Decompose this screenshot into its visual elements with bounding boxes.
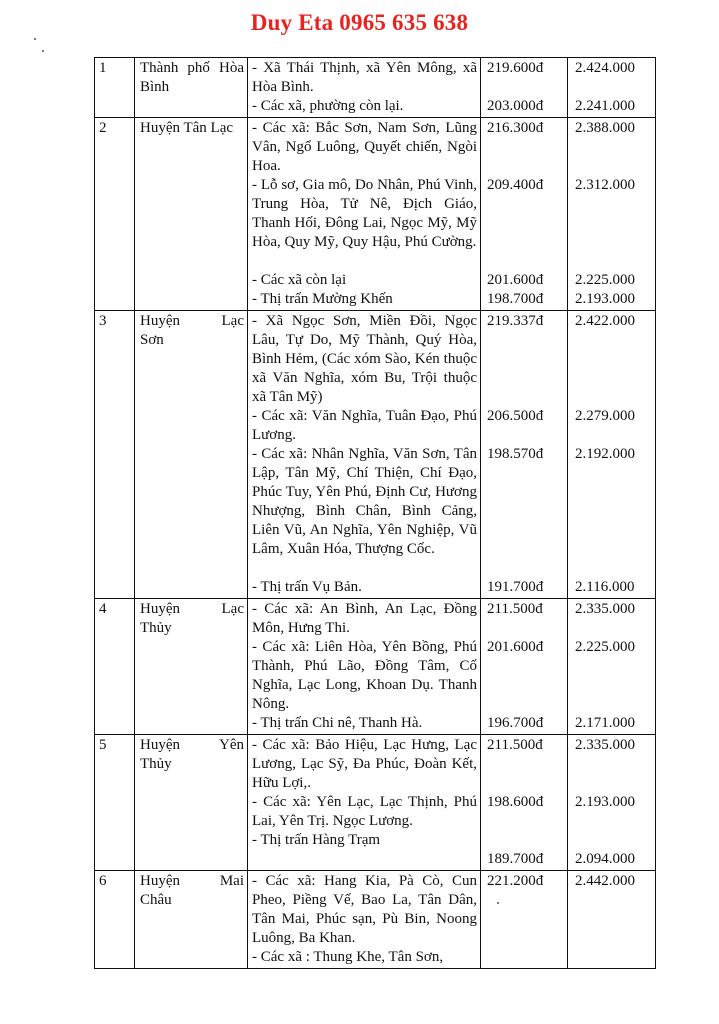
table-row (95, 599, 656, 735)
price-value: 206.500đ (487, 408, 544, 424)
amount-value: 2.422.000 (575, 313, 635, 329)
area-description: - Các xã: Bảo Hiệu, Lạc Hưng, Lạc Lương, Lạc Sỹ, Đa Phúc, Đoàn Kết, Hữu Lợi,. (252, 737, 477, 791)
price-value: 196.700đ (487, 715, 544, 731)
price-value: 189.700đ (487, 851, 544, 867)
row-number: 5 (95, 735, 135, 871)
amount-value: 2.279.000 (575, 408, 635, 424)
area-cell (248, 311, 481, 599)
amount-value: 2.192.000 (575, 446, 635, 462)
price-value: 201.600đ (487, 639, 544, 655)
unit-name-line: Thủy (140, 620, 172, 636)
table-row (95, 118, 656, 311)
price-cell (481, 871, 568, 969)
area-description: - Các xã: An Bình, An Lạc, Đồng Môn, Hưng Thi. (252, 601, 477, 636)
amount-cell (568, 311, 656, 599)
unit-name (135, 599, 248, 735)
table-row (95, 735, 656, 871)
price-value: 198.600đ (487, 794, 544, 810)
amount-cell (568, 58, 656, 118)
price-value: 198.700đ (487, 291, 544, 307)
area-description: - Các xã : Thung Khe, Tân Sơn, (252, 949, 444, 965)
area-cell (248, 58, 481, 118)
amount-cell (568, 118, 656, 311)
price-cell (481, 58, 568, 118)
amount-cell (568, 599, 656, 735)
price-value: 211.500đ (487, 737, 543, 753)
area-description: - Thị trấn Hàng Trạm (252, 832, 381, 848)
unit-name-line: Thủy (140, 756, 172, 772)
amount-value: 2.312.000 (575, 177, 635, 193)
area-description: - Thị trấn Vụ Bản. (252, 579, 362, 595)
price-cell (481, 735, 568, 871)
table-row (95, 311, 656, 599)
unit-name-line: Bình (140, 79, 170, 95)
unit-name-line: Châu (140, 892, 172, 908)
price-value: 198.570đ (487, 446, 544, 462)
row-number: 6 (95, 871, 135, 969)
amount-value: 2.424.000 (575, 60, 635, 76)
table-row (95, 58, 656, 118)
price-cell (481, 599, 568, 735)
area-description: - Các xã: Bắc Sơn, Nam Sơn, Lũng Vân, Ngổ Luông, Quyết chiến, Ngòi Hoa. (252, 120, 477, 174)
amount-value: 2.442.000 (575, 873, 635, 889)
table-row (95, 871, 656, 969)
area-cell (248, 871, 481, 969)
unit-name-line: Huyện Lạc (140, 313, 244, 329)
row-number: 4 (95, 599, 135, 735)
unit-name-line: Huyện Mai (140, 873, 244, 889)
amount-value: 2.388.000 (575, 120, 635, 136)
unit-name-line: Sơn (140, 332, 164, 348)
price-value: 221.200đ (487, 873, 544, 889)
area-description: - Thị trấn Chi nê, Thanh Hà. (252, 715, 423, 731)
price-value: 211.500đ (487, 601, 543, 617)
unit-name-line: Huyện Lạc (140, 601, 244, 617)
amount-value: 2.335.000 (575, 737, 635, 753)
amount-value: 2.116.000 (575, 579, 635, 595)
amount-value: 2.225.000 (575, 639, 635, 655)
area-description: - Lỗ sơ, Gia mô, Do Nhân, Phú Vinh, Trung Hòa, Tử Nê, Địch Giáo, Thanh Hối, Đông Lai, Ngọc Mỹ, Mỹ Hòa, Quy Mỹ, Quy Hậu, Phú Cường. (252, 177, 477, 250)
price-value: 219.600đ (487, 60, 544, 76)
unit-name (135, 118, 248, 311)
area-description: - Các xã còn lại (252, 272, 347, 288)
price-value: 216.300đ (487, 120, 544, 136)
price-value: 209.400đ (487, 177, 544, 193)
price-value: 203.000đ (487, 98, 544, 114)
unit-name (135, 871, 248, 969)
row-number: 1 (95, 58, 135, 118)
area-cell (248, 599, 481, 735)
price-cell (481, 311, 568, 599)
unit-name-line: Thành phố Hòa (140, 60, 244, 76)
price-value: 191.700đ (487, 579, 544, 595)
amount-value: 2.094.000 (575, 851, 635, 867)
area-description: - Các xã: Liên Hòa, Yên Bồng, Phú Thành, Phú Lão, Đồng Tâm, Cố Nghĩa, Lạc Long, Khoan Dụ. Thanh Nông. (252, 639, 477, 712)
amount-value: 2.225.000 (575, 272, 635, 288)
area-description: - Xã Ngọc Sơn, Miền Đồi, Ngọc Lâu, Tự Do, Mỹ Thành, Quý Hòa, Bình Hẻm, (Các xóm Sào, Kén thuộc xã Văn Nghĩa, xóm Bu, Trội thuộc xã Tân Mỹ) (252, 313, 477, 405)
amount-value: 2.171.000 (575, 715, 635, 731)
area-description: - Các xã: Nhân Nghĩa, Văn Sơn, Tân Lập, Tân Mỹ, Chí Thiện, Chí Đạo, Phúc Tuy, Yên Phú, Định Cư, Hương Nhượng, Bình Chân, Bình Cảng, Liên Vũ, An Nghĩa, Yên Nghiệp, Vũ Lâm, Xuân Hóa, Thượng Cốc. (252, 446, 477, 557)
unit-name (135, 58, 248, 118)
amount-cell (568, 871, 656, 969)
area-description: - Thị trấn Mường Khến (252, 291, 393, 307)
area-description: - Các xã: Văn Nghĩa, Tuân Đạo, Phú Lương. (252, 408, 477, 443)
amount-value: 2.193.000 (575, 291, 635, 307)
price-value: 201.600đ (487, 272, 544, 288)
price-value: 219.337đ (487, 313, 544, 329)
area-description: - Các xã: Yên Lạc, Lạc Thịnh, Phú Lai, Yên Trị. Ngọc Lương. (252, 794, 477, 829)
area-description: - Các xã, phường còn lại. (252, 98, 404, 114)
row-number: 2 (95, 118, 135, 311)
area-description: - Các xã: Hang Kia, Pà Cò, Cun Pheo, Piềng Vế, Bao La, Tân Dân, Tân Mai, Phúc sạn, Pù Bin, Noong Luông, Ba Khan. (252, 873, 477, 946)
area-description: - Xã Thái Thịnh, xã Yên Mông, xã Hòa Bình. (252, 60, 477, 95)
price-table (94, 57, 656, 969)
unit-name (135, 311, 248, 599)
area-cell (248, 735, 481, 871)
header-title: Duy Eta 0965 635 638 (250, 10, 469, 35)
unit-name-line: Huyện Tân Lạc (140, 120, 234, 136)
amount-value: 2.335.000 (575, 601, 635, 617)
price-cell (481, 118, 568, 311)
amount-value: 2.193.000 (575, 794, 635, 810)
amount-value: 2.241.000 (575, 98, 635, 114)
area-cell (248, 118, 481, 311)
unit-name-line: Huyện Yên (140, 737, 244, 753)
unit-name (135, 735, 248, 871)
amount-cell (568, 735, 656, 871)
row-number: 3 (95, 311, 135, 599)
